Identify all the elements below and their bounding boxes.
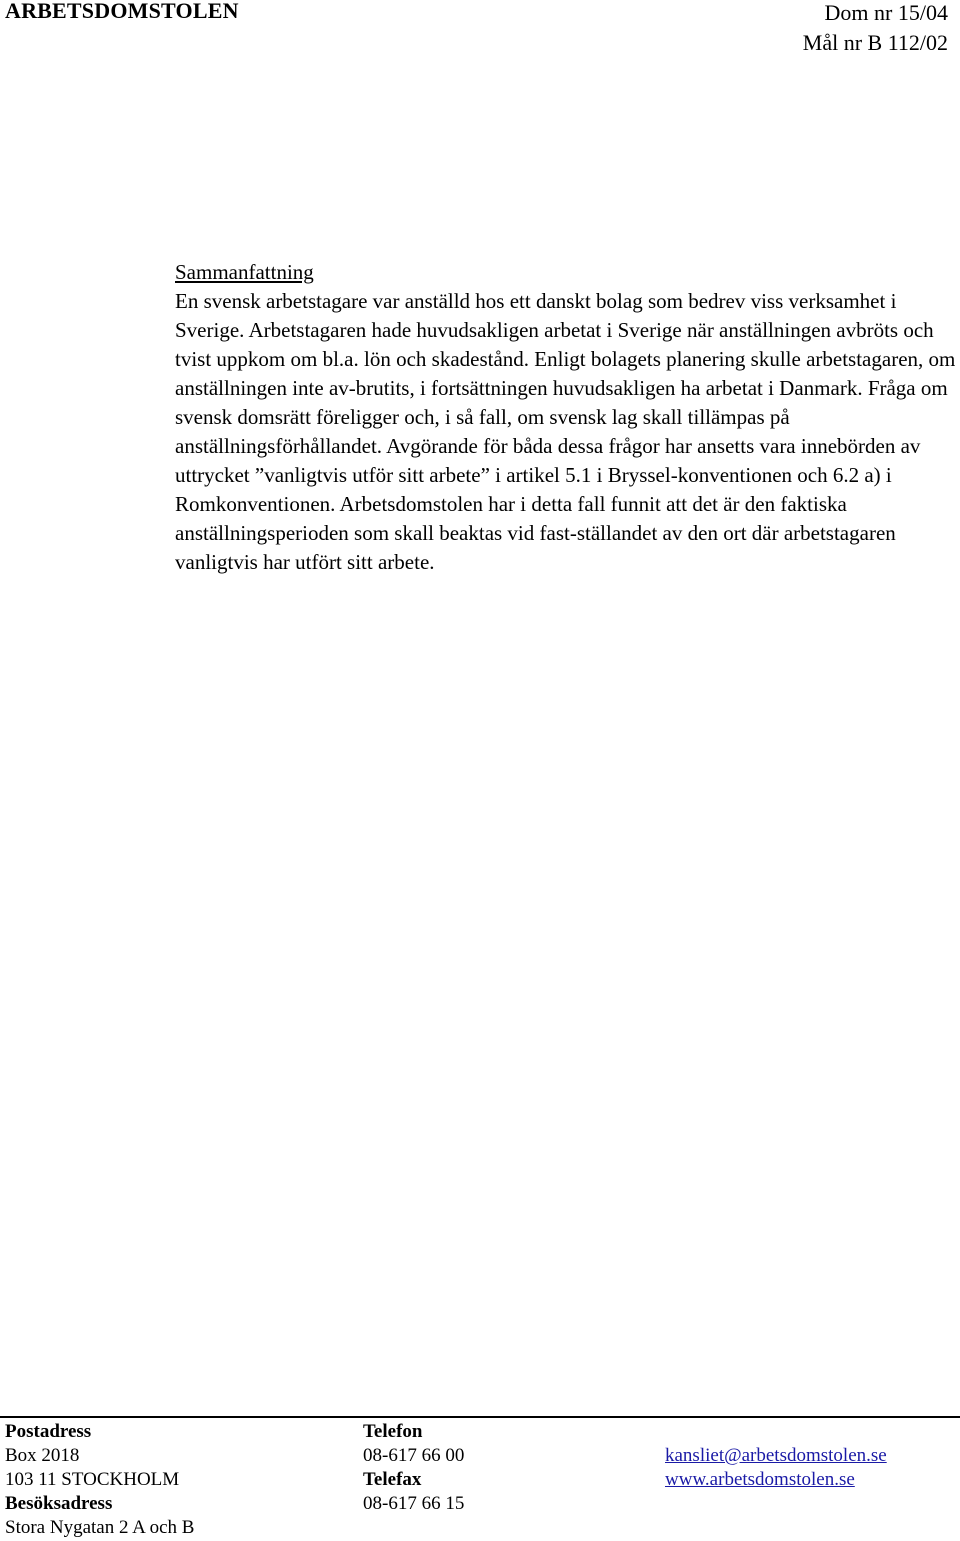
email-link[interactable]: kansliet@arbetsdomstolen.se (665, 1445, 887, 1466)
fax-label: Telefax (363, 1469, 422, 1490)
footer-divider (0, 1416, 960, 1418)
judgment-number: Dom nr 15/04 (824, 0, 948, 25)
case-number: Mål nr B 112/02 (802, 30, 948, 55)
fax-number: 08-617 66 15 (363, 1493, 465, 1514)
website-link[interactable]: www.arbetsdomstolen.se (665, 1469, 855, 1490)
postal-city: 103 11 STOCKHOLM (5, 1469, 180, 1490)
phone-number: 08-617 66 00 (363, 1445, 465, 1466)
postal-box: Box 2018 (5, 1445, 80, 1466)
postal-address-label: Postadress (5, 1421, 92, 1442)
summary-text: En svensk arbetstagare var anställd hos ett danskt bolag som bedrev viss verksamhet i Sverige. Arbetstagaren hade huvudsakligen arbetat i Sverige när anställningen avbröts och tvist uppkom om bl.a. lön och skadestånd. Enligt bolagets planering skulle arbetstagaren, om anställningen inte av-brutits, i fortsättningen huvudsakligen ha arbetat i Danmark. Fråga om svensk domsrätt föreligger och, i så fall, om svensk lag skall tillämpas på anställningsförhållandet. Avgörande för båda dessa frågor har ansetts vara innebörden av uttrycket ”vanligtvis utför sitt arbete” i artikel 5.1 i Bryssel-konventionen och 6.2 a) i Romkonventionen. Arbetsdomstolen har i detta fall funnit att det är den faktiska anställningsperioden som skall beaktas vid fast-ställandet av den ort där arbetstagaren vanligtvis har utfört sitt arbete. (175, 289, 956, 574)
visiting-street: Stora Nygatan 2 A och B (5, 1517, 195, 1538)
court-name: ARBETSDOMSTOLEN (5, 0, 239, 23)
case-identifiers (803, 0, 948, 58)
summary-heading: Sammanfattning (175, 260, 314, 284)
visiting-address-label: Besöksadress (5, 1493, 113, 1514)
summary-section (175, 258, 960, 577)
phone-label: Telefon (363, 1421, 423, 1442)
